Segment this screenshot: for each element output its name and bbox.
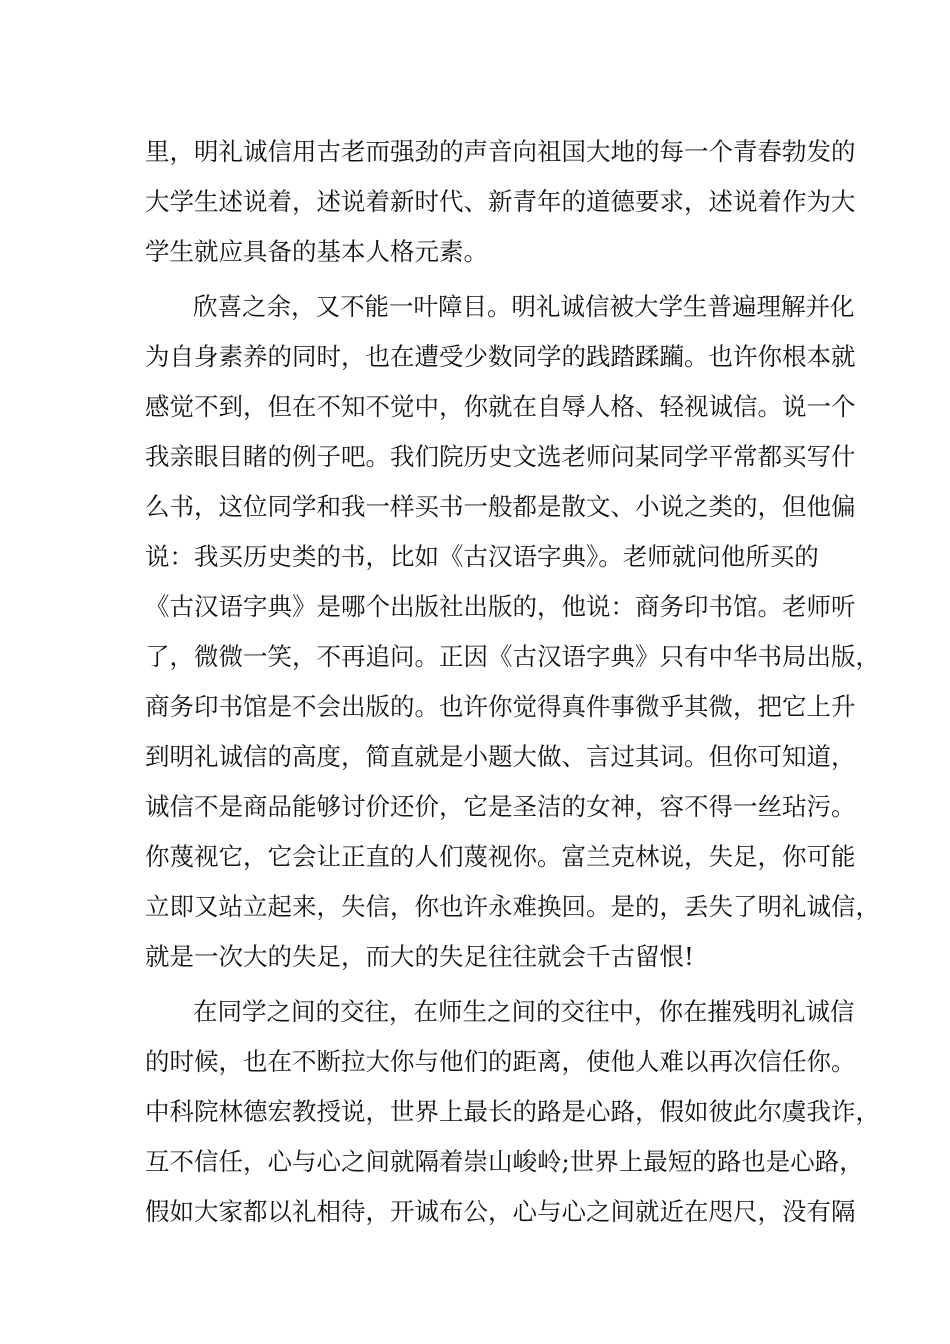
text-line: 立即又站立起来，失信，你也许永难换回。是的，丢失了明礼诚信， (145, 892, 880, 921)
text-line: 学生就应具备的基本人格元素。 (145, 237, 488, 266)
text-line: 说：我买历史类的书，比如《古汉语字典》。老师就问他所买的 (145, 542, 819, 571)
text-line: 假如大家都以礼相待，开诚布公，心与心之间就近在咫尺，没有隔 (145, 1197, 856, 1226)
text-line: 的时候，也在不断拉大你与他们的距离，使他人难以再次信任你。 (145, 1047, 856, 1076)
text-line: 我亲眼目睹的例子吧。我们院历史文选老师问某同学平常都买写什 (145, 442, 856, 471)
text-line: 中科院林德宏教授说，世界上最长的路是心路，假如彼此尔虞我诈， (145, 1097, 880, 1126)
text-line: 感觉不到，但在不知不觉中，你就在自辱人格、轻视诚信。说一个 (145, 392, 856, 421)
paragraph-first-line: 在同学之间的交往，在师生之间的交往中，你在摧残明礼诚信 (193, 997, 855, 1026)
text-line: 就是一次大的失足，而大的失足往往就会千古留恨! (145, 942, 694, 971)
text-line: 诚信不是商品能够讨价还价，它是圣洁的女神，容不得一丝玷污。 (145, 792, 856, 821)
paragraph-first-line: 欣喜之余，又不能一叶障目。明礼诚信被大学生普遍理解并化 (193, 292, 855, 321)
text-line: 么书，这位同学和我一样买书一般都是散文、小说之类的，但他偏 (145, 492, 856, 521)
text-line: 到明礼诚信的高度，简直就是小题大做、言过其词。但你可知道， (145, 742, 856, 771)
text-line: 为自身素养的同时，也在遭受少数同学的践踏蹂躏。也许你根本就 (145, 342, 856, 371)
text-line: 商务印书馆是不会出版的。也许你觉得真件事微乎其微，把它上升 (145, 692, 856, 721)
text-line: 《古汉语字典》是哪个出版社出版的，他说：商务印书馆。老师听 (145, 592, 856, 621)
text-line: 了，微微一笑，不再追问。正因《古汉语字典》只有中华书局出版， (145, 642, 880, 671)
text-line: 互不信任，心与心之间就隔着崇山峻岭;世界上最短的路也是心路， (145, 1147, 864, 1176)
text-line: 大学生述说着，述说着新时代、新青年的道德要求，述说着作为大 (145, 187, 856, 216)
text-line: 里，明礼诚信用古老而强劲的声音向祖国大地的每一个青春勃发的 (145, 137, 856, 166)
text-line: 你蔑视它，它会让正直的人们蔑视你。富兰克林说，失足，你可能 (145, 842, 856, 871)
